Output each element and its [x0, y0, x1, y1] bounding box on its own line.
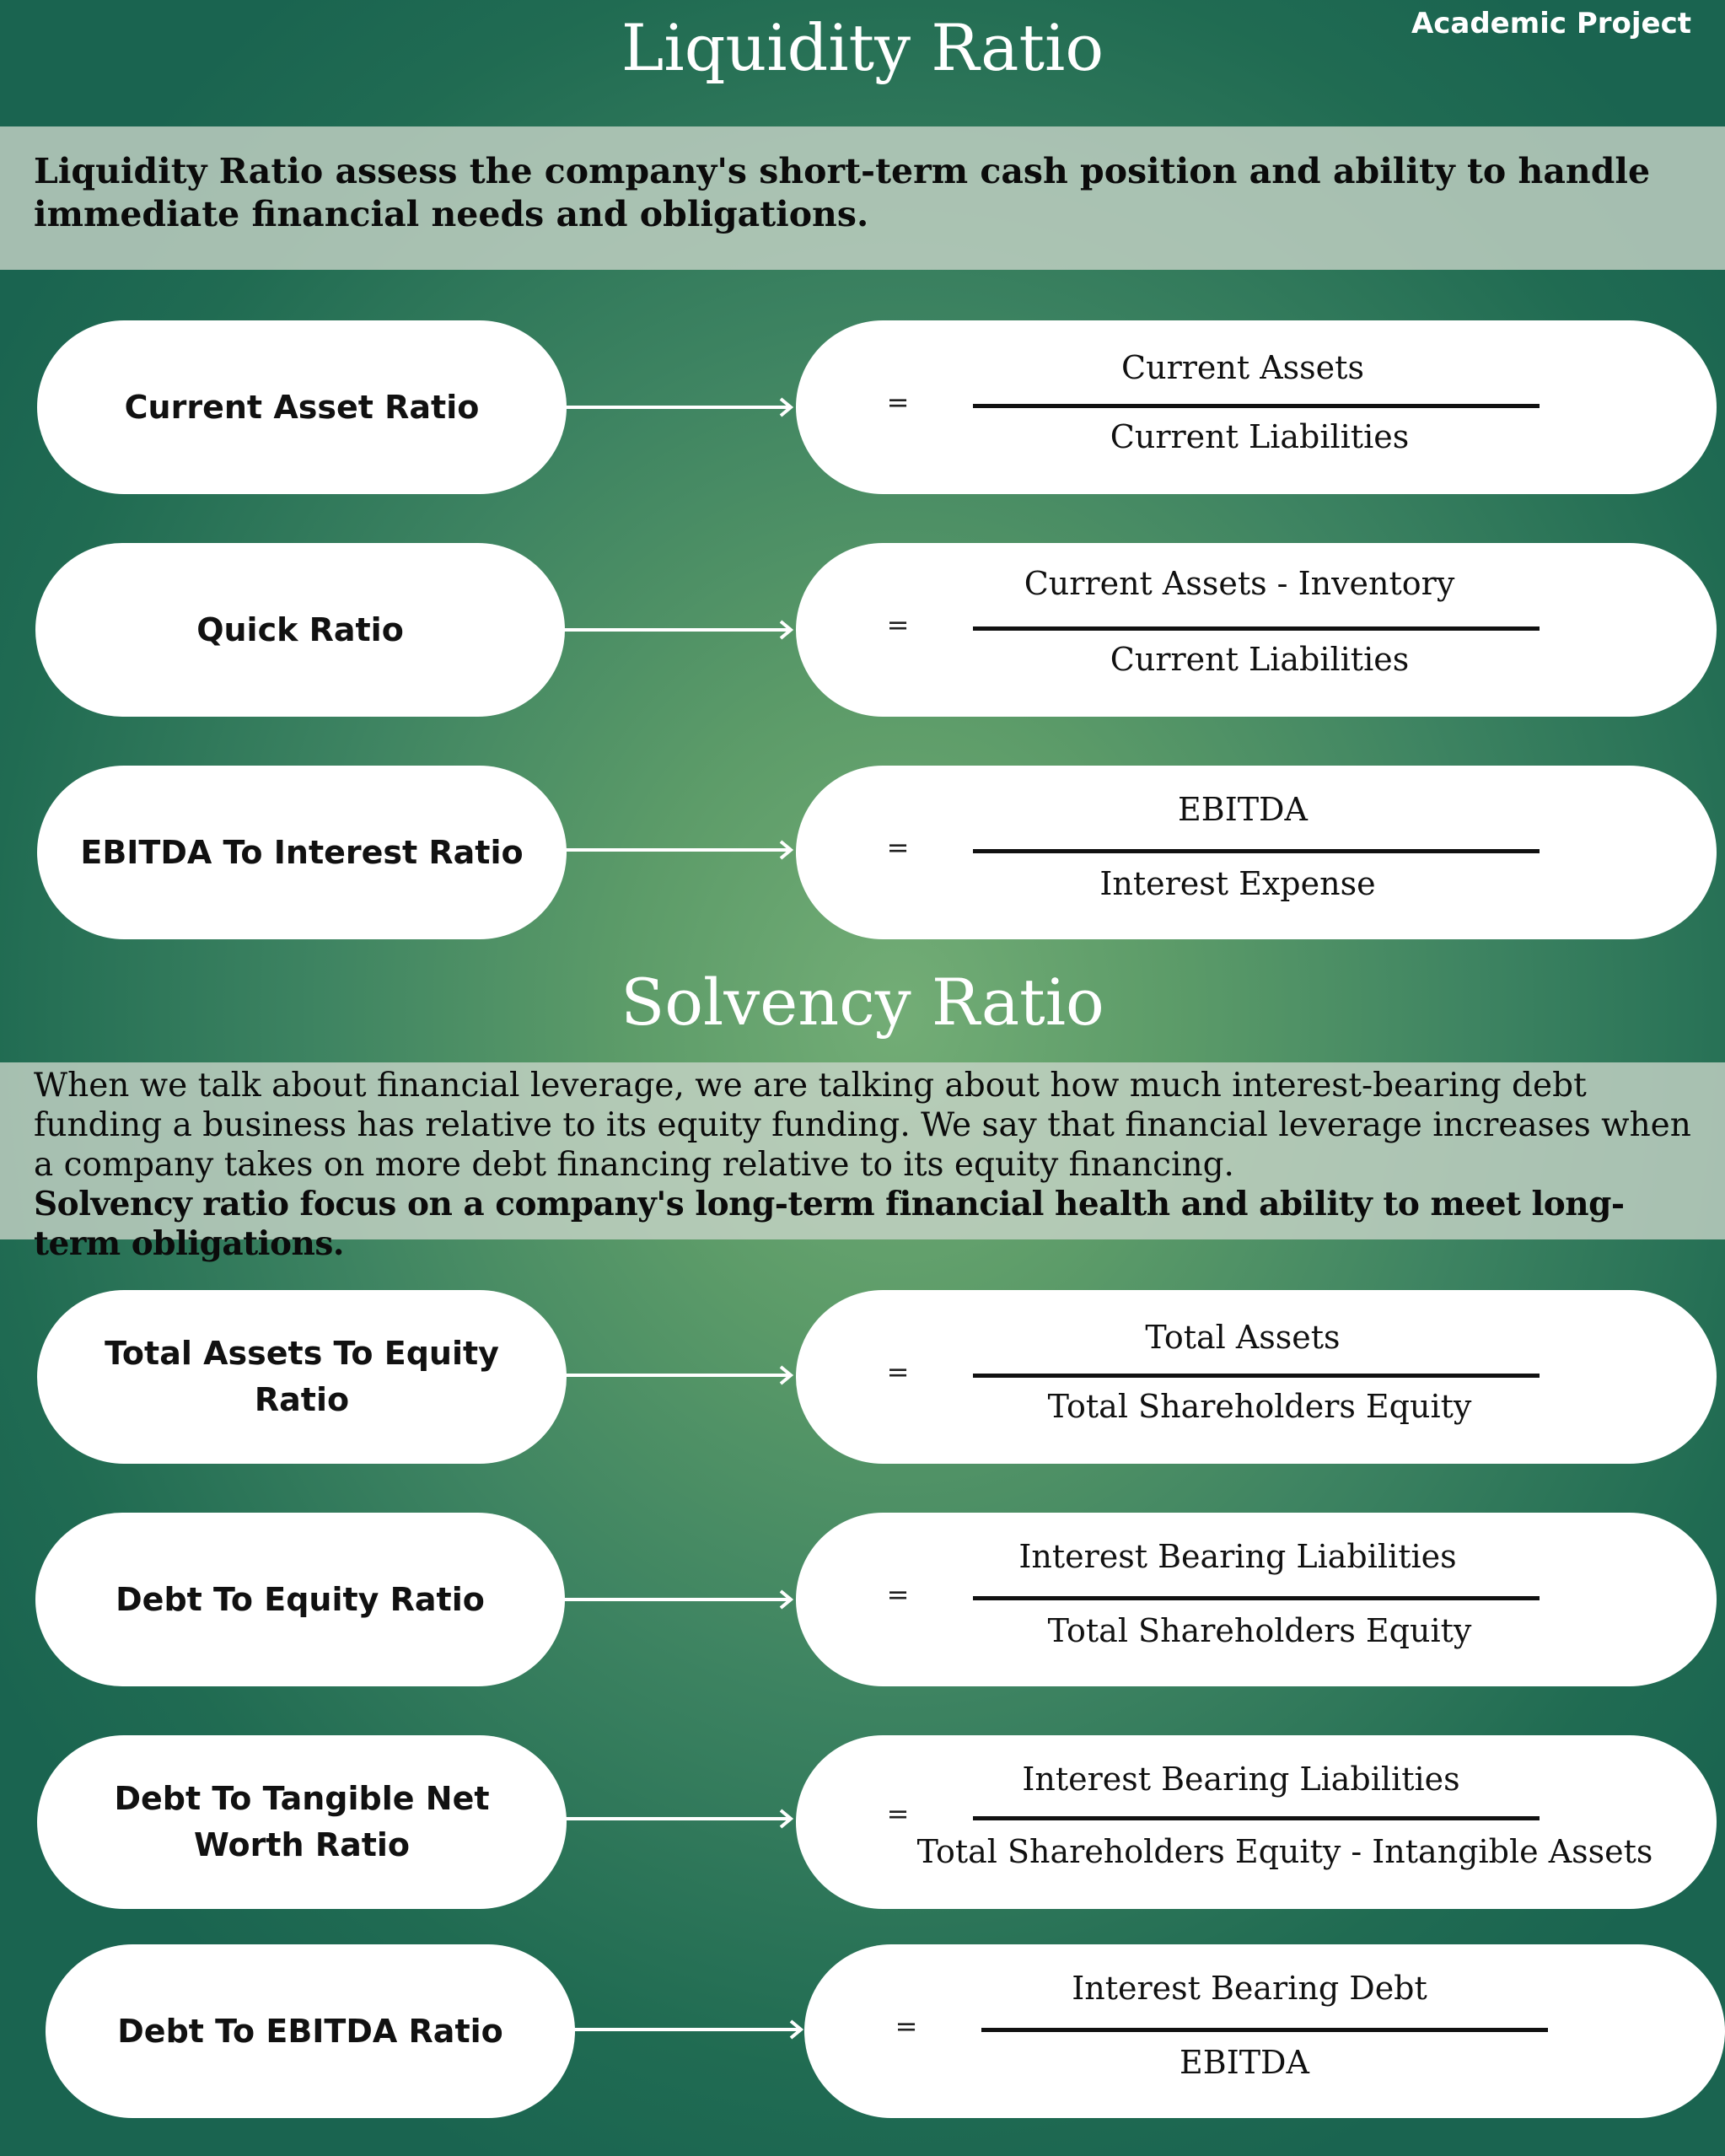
liquidity-description-text: Liquidity Ratio assess the company's short-term cash position and ability to handle immediate financial needs and obligations.: [34, 151, 1651, 234]
fraction-bar: [973, 404, 1540, 408]
solvency-description-bold: Solvency ratio focus on a company's long-term financial health and ability to meet long-term obligations.: [34, 1185, 1625, 1263]
formula-denominator: EBITDA: [1180, 2044, 1309, 2081]
solvency-description: [0, 1062, 1725, 1263]
fraction-bar: [973, 849, 1540, 853]
formula-denominator: Total Shareholders Equity: [1047, 1388, 1472, 1425]
ratio-name-quick: Quick Ratio: [35, 543, 565, 717]
equals-sign: =: [886, 609, 910, 641]
formula-ebitda-to-interest: [796, 766, 1717, 939]
ratio-name-debt-to-equity: Debt To Equity Ratio: [35, 1513, 565, 1686]
fraction-bar: [973, 626, 1540, 631]
fraction-bar: [973, 1374, 1540, 1378]
equals-sign: =: [886, 386, 910, 418]
formula-numerator: Current Assets - Inventory: [1024, 565, 1455, 602]
formula-denominator: Total Shareholders Equity: [1047, 1612, 1472, 1649]
arrow-icon: [563, 397, 796, 417]
ratio-name-current-asset: Current Asset Ratio: [37, 320, 567, 494]
ratio-name-ebitda-to-interest: EBITDA To Interest Ratio: [37, 766, 567, 939]
formula-current-asset: [796, 320, 1717, 494]
equals-sign: =: [895, 2010, 918, 2042]
formula-debt-to-tangible-net-worth: [796, 1735, 1717, 1909]
liquidity-title: Liquidity Ratio: [621, 10, 1104, 85]
formula-numerator: Total Assets: [1145, 1319, 1341, 1356]
liquidity-description: [0, 126, 1725, 270]
formula-numerator: Interest Bearing Liabilities: [1018, 1538, 1457, 1575]
formula-numerator: Interest Bearing Debt: [1072, 1970, 1427, 2007]
arrow-icon: [563, 1365, 796, 1385]
solvency-description-text: When we talk about financial leverage, we are talking about how much interest-bearing debt funding a business has relative to its equity funding. We say that financial leverage increases when a company takes on more debt financing relative to its equity financing.: [34, 1067, 1691, 1184]
formula-numerator: Interest Bearing Liabilities: [1022, 1761, 1460, 1798]
ratio-name-debt-to-tangible-net-worth: Debt To Tangible Net Worth Ratio: [37, 1735, 567, 1909]
arrow-icon: [563, 620, 796, 640]
equals-sign: =: [886, 831, 910, 863]
ratio-name-total-assets-to-equity: Total Assets To Equity Ratio: [37, 1290, 567, 1464]
formula-debt-to-equity: [796, 1513, 1717, 1686]
academic-project-label: Academic Project: [1411, 7, 1691, 40]
solvency-title: Solvency Ratio: [621, 965, 1104, 1040]
equals-sign: =: [886, 1356, 910, 1388]
formula-debt-to-ebitda: [804, 1944, 1725, 2118]
formula-numerator: EBITDA: [1178, 791, 1308, 828]
formula-numerator: Current Assets: [1121, 349, 1364, 386]
formula-denominator: Total Shareholders Equity - Intangible Assets: [916, 1833, 1653, 1870]
fraction-bar: [973, 1816, 1540, 1820]
formula-denominator: Interest Expense: [1099, 865, 1376, 902]
fraction-bar: [973, 1596, 1540, 1600]
arrow-icon: [563, 1809, 796, 1829]
formula-denominator: Current Liabilities: [1110, 418, 1410, 455]
formula-denominator: Current Liabilities: [1110, 641, 1410, 678]
equals-sign: =: [886, 1798, 910, 1830]
ratio-name-debt-to-ebitda: Debt To EBITDA Ratio: [46, 1944, 575, 2118]
formula-quick: [796, 543, 1717, 717]
fraction-bar: [981, 2028, 1548, 2032]
arrow-icon: [563, 840, 796, 860]
arrow-icon: [563, 1589, 796, 1610]
formula-total-assets-to-equity: [796, 1290, 1717, 1464]
arrow-icon: [573, 2019, 806, 2040]
equals-sign: =: [886, 1578, 910, 1610]
